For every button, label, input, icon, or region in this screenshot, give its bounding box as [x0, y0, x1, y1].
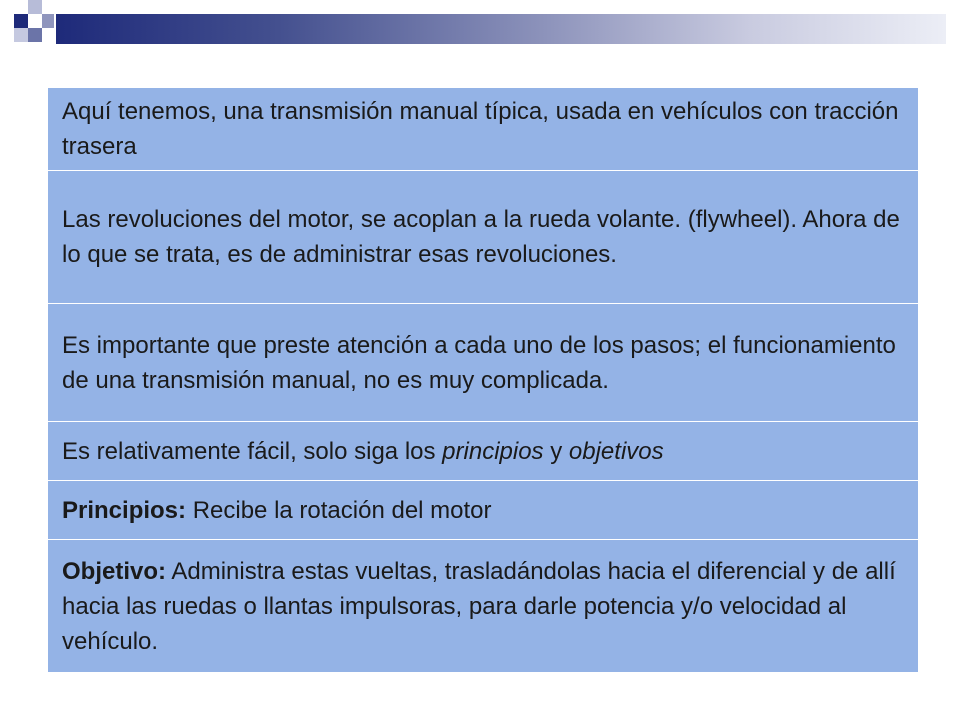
italic-principios: principios [442, 437, 544, 465]
table-row [48, 88, 918, 171]
italic-objetivos: objetivos [568, 437, 664, 465]
table-cell [48, 540, 918, 673]
deco-square-mid [28, 28, 42, 42]
principios-label: Principios: [62, 496, 187, 524]
objetivo-text: Administra estas vueltas, trasladándolas hacia el diferencial y de allí hacia las ruedas o llantas impulsoras, para darle potencia y/o velocidad al vehículo. [62, 557, 896, 655]
objetivo-label: Objetivo: [62, 557, 167, 585]
content-table [48, 88, 918, 672]
title-decoration [0, 0, 960, 60]
table-row [48, 304, 918, 422]
table-row [48, 540, 918, 673]
deco-square-small [42, 14, 54, 28]
deco-square-navy [14, 14, 28, 28]
table-cell [48, 481, 918, 540]
principios-text: Recibe la rotación del motor [186, 496, 492, 524]
deco-square-pale [14, 28, 28, 42]
table-cell: Aquí tenemos, una transmisión manual típica, usada en vehículos con tracción trasera [62, 98, 899, 160]
cell-text: y [543, 437, 569, 465]
table-row [48, 422, 918, 481]
table-row [48, 481, 918, 540]
deco-gradient-bar [56, 14, 946, 44]
table-cell: Es importante que preste atención a cada uno de los pasos; el funcionamiento de una transmisión manual, no es muy complicada. [48, 304, 918, 422]
table-cell [48, 422, 918, 481]
table-row [48, 171, 918, 304]
deco-square-light [28, 0, 42, 14]
table-cell: Las revoluciones del motor, se acoplan a la rueda volante. (flywheel). Ahora de lo que se trata, es de administrar esas revoluciones. [48, 171, 918, 304]
cell-text: Es relativamente fácil, solo siga los [62, 437, 443, 465]
